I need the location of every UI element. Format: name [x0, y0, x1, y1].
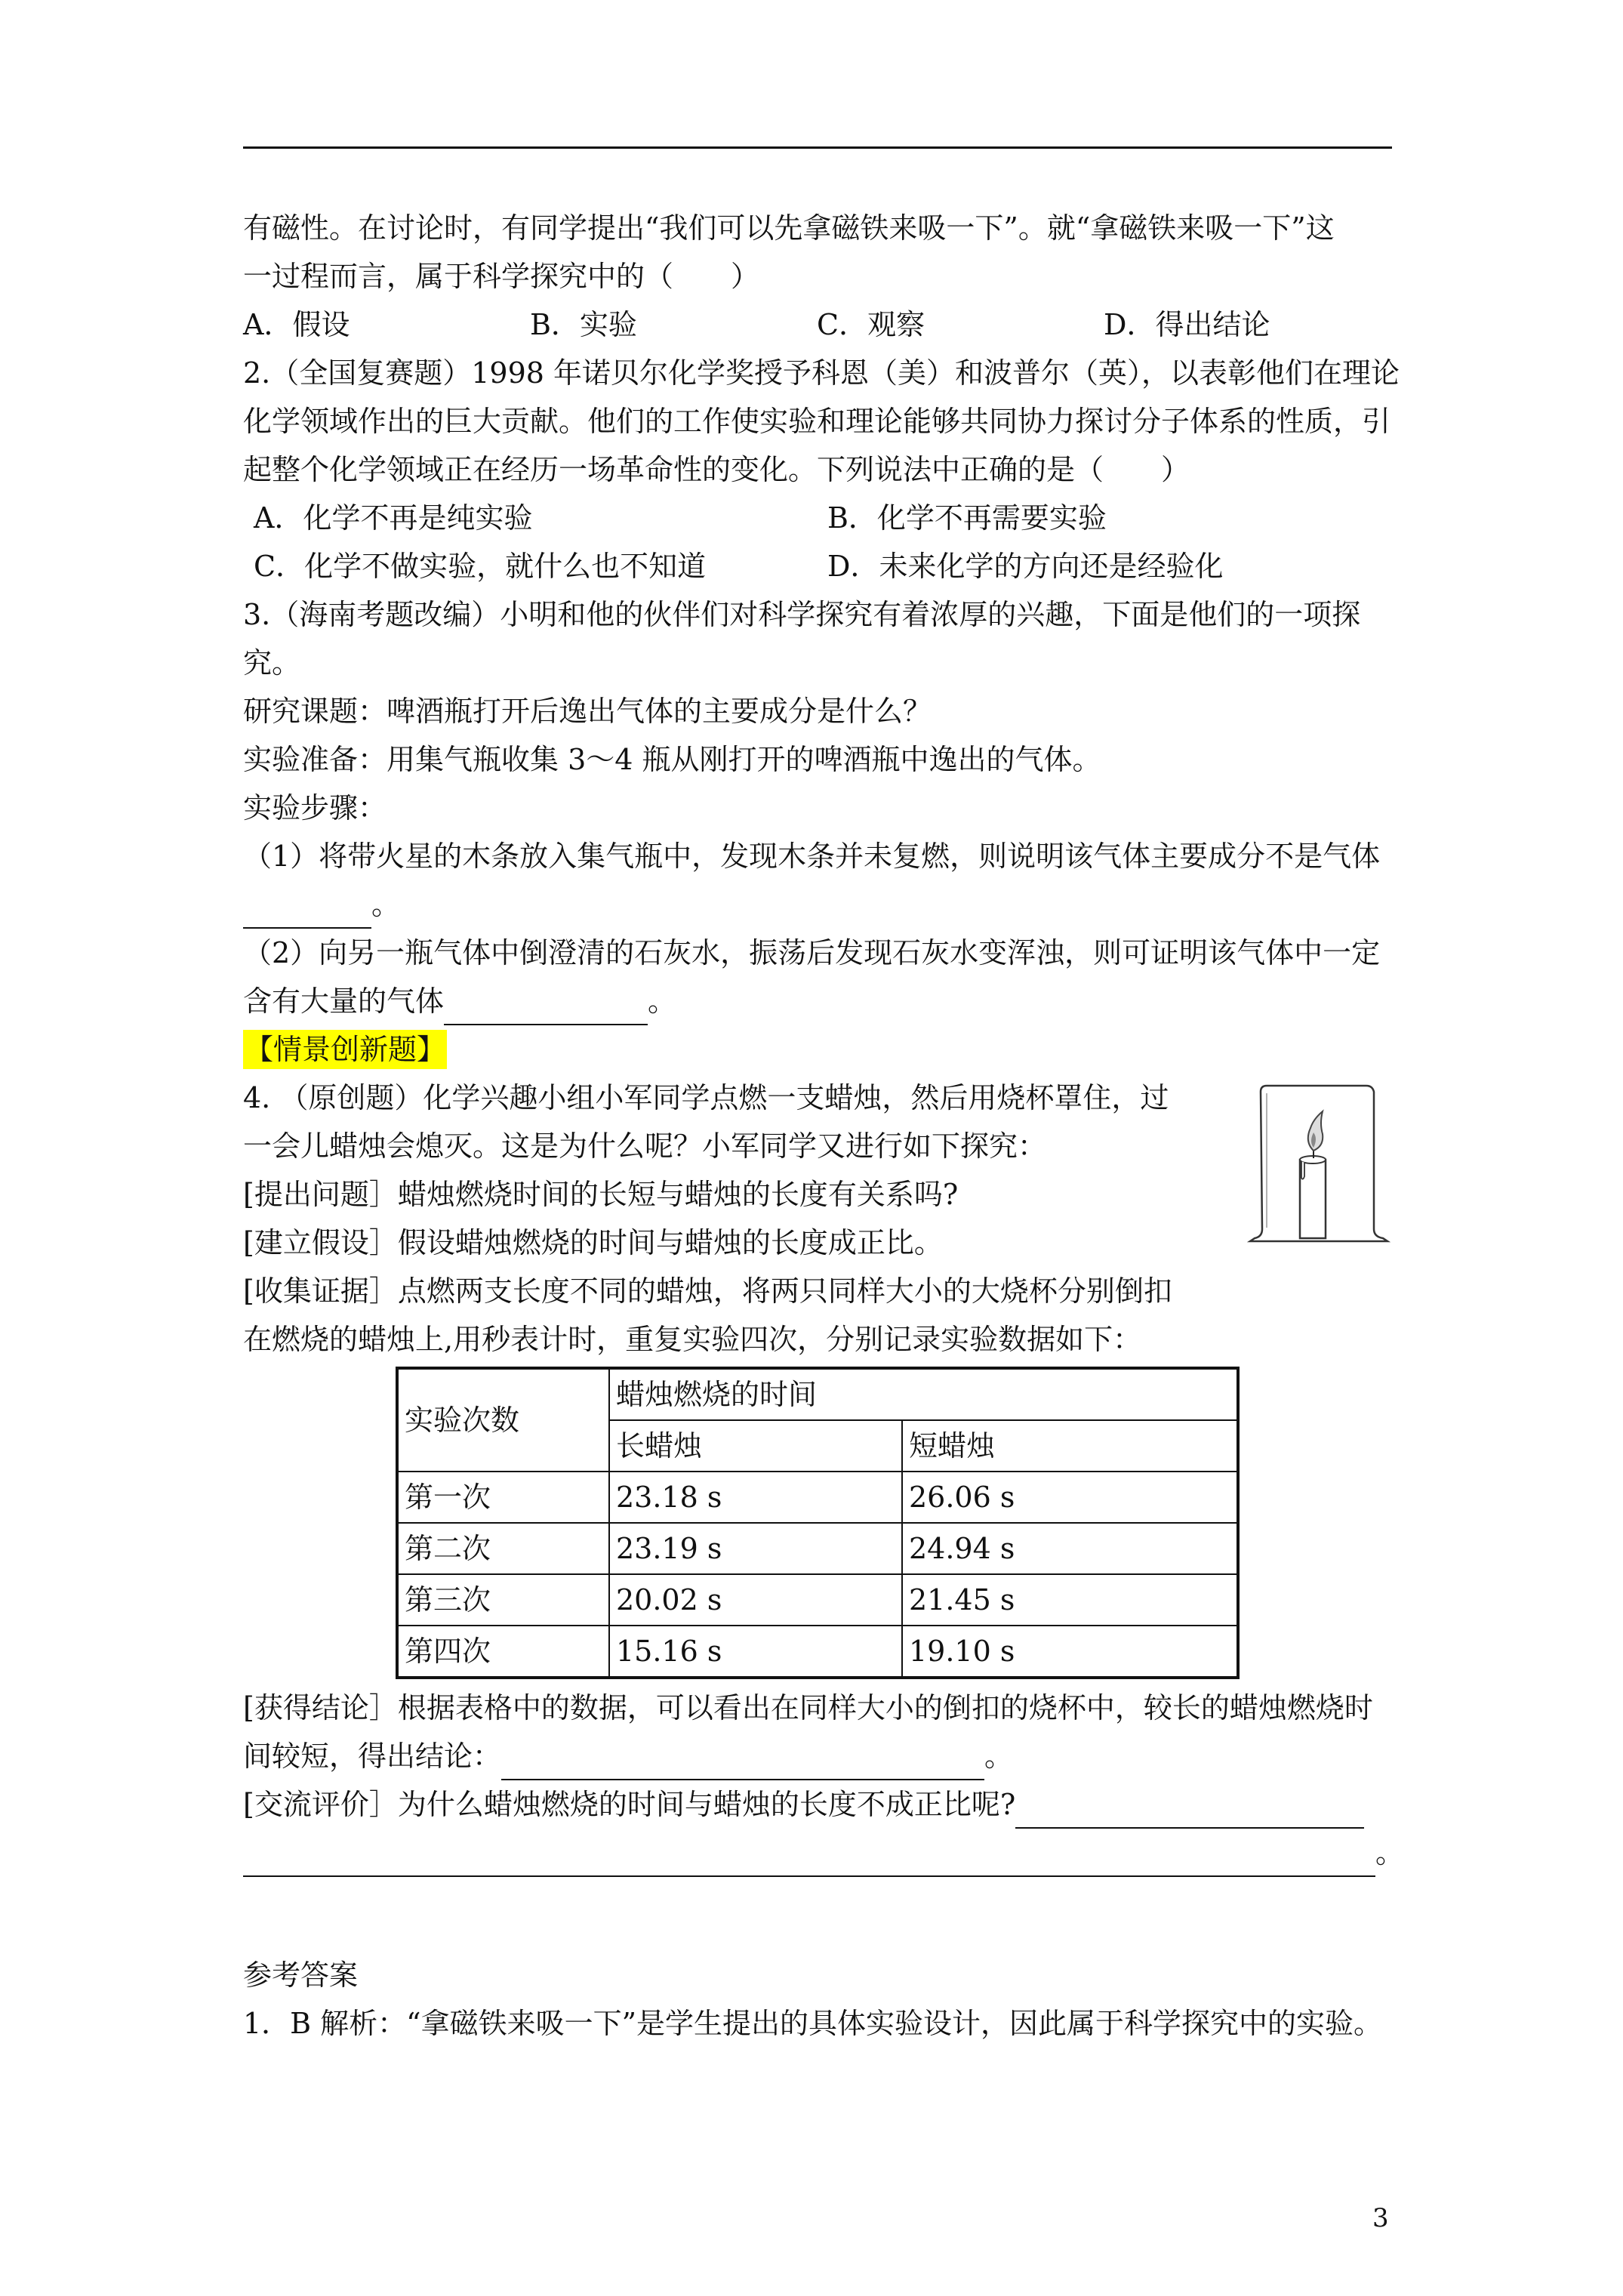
cell-long: 23.18 s: [609, 1472, 902, 1523]
header-rule: [243, 146, 1392, 149]
cell-short: 19.10 s: [902, 1626, 1238, 1678]
cell-short: 26.06 s: [902, 1472, 1238, 1523]
q1-option-d: D．得出结论: [1104, 308, 1270, 341]
candle-data-table: [396, 1367, 1240, 1679]
cell-trial: 第一次: [397, 1472, 609, 1523]
header-long-candle: 长蜡烛: [609, 1420, 902, 1472]
cell-trial: 第四次: [397, 1626, 609, 1678]
section-title: 【情景创新题】: [243, 1030, 447, 1069]
q3-step-2-text: 含有大量的气体: [243, 985, 445, 1018]
cell-trial: 第二次: [397, 1523, 609, 1574]
answer-blank[interactable]: [243, 894, 371, 929]
q4-conclusion-text: 间较短，得出结论：: [243, 1740, 502, 1773]
q4-conclusion-line-1: [获得结论］根据表格中的数据，可以看出在同样大小的倒扣的烧杯中，较长的蜡烛燃烧时: [243, 1691, 1373, 1724]
table-row: [397, 1472, 1238, 1523]
q2-option-a: A．化学不再是纯实验: [254, 501, 533, 535]
q2-option-d: D．未来化学的方向还是经验化: [827, 550, 1224, 583]
q3-step-1: （1）将带火星的木条放入集气瓶中，发现木条并未复燃，则说明该气体主要成分不是气体: [243, 840, 1381, 873]
q2-options-row-2: [243, 542, 1392, 590]
table-header-row: [397, 1368, 1238, 1420]
q1-line-1: 有磁性。在讨论时，有同学提出“我们可以先拿磁铁来吸一下”。就“拿磁铁来吸一下”这: [243, 211, 1335, 245]
q1-option-a: A．假设: [243, 308, 350, 341]
q3-line-2: 究。: [243, 646, 301, 680]
q4-evaluation-line: [243, 1780, 1392, 1829]
q4-evaluation-line-2: [243, 1829, 1405, 1877]
q2-line-2: 化学领域作出的巨大贡献。他们的工作使实验和理论能够共同协力探讨分子体系的性质，引: [243, 405, 1391, 438]
q2-options-row-1: [243, 494, 1392, 542]
q3-step-2-end: 。: [648, 985, 677, 1018]
header-trial: 实验次数: [397, 1368, 609, 1472]
q3-line-1: 3.（海南考题改编）小明和他的伙伴们对科学探究有着浓厚的兴趣，下面是他们的一项探: [243, 598, 1361, 631]
spacer: [243, 1925, 1392, 1951]
q2-option-b: B．化学不再需要实验: [827, 501, 1107, 535]
q4-question: [提出问题］蜡烛燃烧时间的长短与蜡烛的长度有关系吗?: [243, 1178, 959, 1211]
cell-long: 20.02 s: [609, 1574, 902, 1626]
answer-blank[interactable]: [1015, 1794, 1364, 1829]
spacer: [243, 1877, 1392, 1925]
q2-line-1: 2.（全国复赛题）1998 年诺贝尔化学奖授予科恩（美）和波普尔（英），以表彰他们在理论: [243, 356, 1400, 390]
q2-line-3: 起整个化学领域正在经历一场革命性的变化。下列说法中正确的是（ ）: [243, 453, 1190, 486]
q4-hypothesis: [建立假设］假设蜡烛燃烧的时间与蜡烛的长度成正比。: [243, 1226, 943, 1259]
page-number: 3: [1372, 2203, 1389, 2233]
q1-line-2: 一过程而言，属于科学探究中的（ ）: [243, 260, 760, 293]
q3-prep: 实验准备：用集气瓶收集 3～4 瓶从刚打开的啤酒瓶中逸出的气体。: [243, 743, 1101, 776]
section-title-line: [243, 1025, 1392, 1074]
q4-conclusion-end: 。: [984, 1740, 1014, 1773]
q4-block: [243, 1074, 1392, 1364]
answer-blank[interactable]: [501, 1746, 984, 1780]
q4-conclusion-line-2: [243, 1732, 1392, 1780]
answers-title: 参考答案: [243, 1959, 359, 1992]
answer-blank[interactable]: [444, 991, 648, 1025]
q2-option-c: C．化学不做实验，就什么也不知道: [254, 550, 707, 583]
cell-short: 21.45 s: [902, 1574, 1238, 1626]
cell-long: 23.19 s: [609, 1523, 902, 1574]
header-short-candle: 短蜡烛: [902, 1420, 1238, 1472]
cell-long: 15.16 s: [609, 1626, 902, 1678]
q1-option-b: B．实验: [530, 308, 637, 341]
q3-step-1-blank-line: [243, 880, 1392, 929]
q4-line-2: 一会儿蜡烛会熄灭。这是为什么呢？小军同学又进行如下探究：: [243, 1130, 1047, 1163]
table-row: [397, 1523, 1238, 1574]
q3-step-2-line-2: [243, 977, 1392, 1025]
table-row: [397, 1626, 1238, 1678]
q4-evaluation-text: [交流评价］为什么蜡烛燃烧的时间与蜡烛的长度不成正比呢?: [243, 1788, 1016, 1821]
answer-1: 1．B 解析：“拿磁铁来吸一下”是学生提出的具体实验设计，因此属于科学探究中的实验。: [243, 2007, 1383, 2040]
q3-step-1-end: 。: [371, 888, 401, 921]
answer-blank[interactable]: [243, 1842, 1375, 1877]
q1-options: [243, 300, 1392, 349]
q3-step-2: （2）向另一瓶气体中倒澄清的石灰水，振荡后发现石灰水变浑浊，则可证明该气体中一定: [243, 936, 1381, 969]
cell-trial: 第三次: [397, 1574, 609, 1626]
q4-evidence-line-1: [收集证据］点燃两支长度不同的蜡烛，将两只同样大小的大烧杯分别倒扣: [243, 1274, 1172, 1308]
q4-evaluation-end: 。: [1375, 1836, 1405, 1869]
q4-line-1: 4. （原创题）化学兴趣小组小军同学点燃一支蜡烛，然后用烧杯罩住，过: [243, 1081, 1169, 1114]
q4-evidence-line-2: 在燃烧的蜡烛上,用秒表计时，重复实验四次，分别记录实验数据如下：: [243, 1323, 1142, 1356]
cell-short: 24.94 s: [902, 1523, 1238, 1574]
q3-topic: 研究课题：啤酒瓶打开后逸出气体的主要成分是什么？: [243, 695, 932, 728]
header-burn-time: 蜡烛燃烧的时间: [609, 1368, 1238, 1420]
q3-steps-label: 实验步骤：: [243, 791, 387, 824]
candle-beaker-icon: [1240, 1081, 1398, 1255]
table-row: [397, 1574, 1238, 1626]
content: [243, 204, 1405, 2048]
q1-option-c: C．观察: [817, 308, 925, 341]
